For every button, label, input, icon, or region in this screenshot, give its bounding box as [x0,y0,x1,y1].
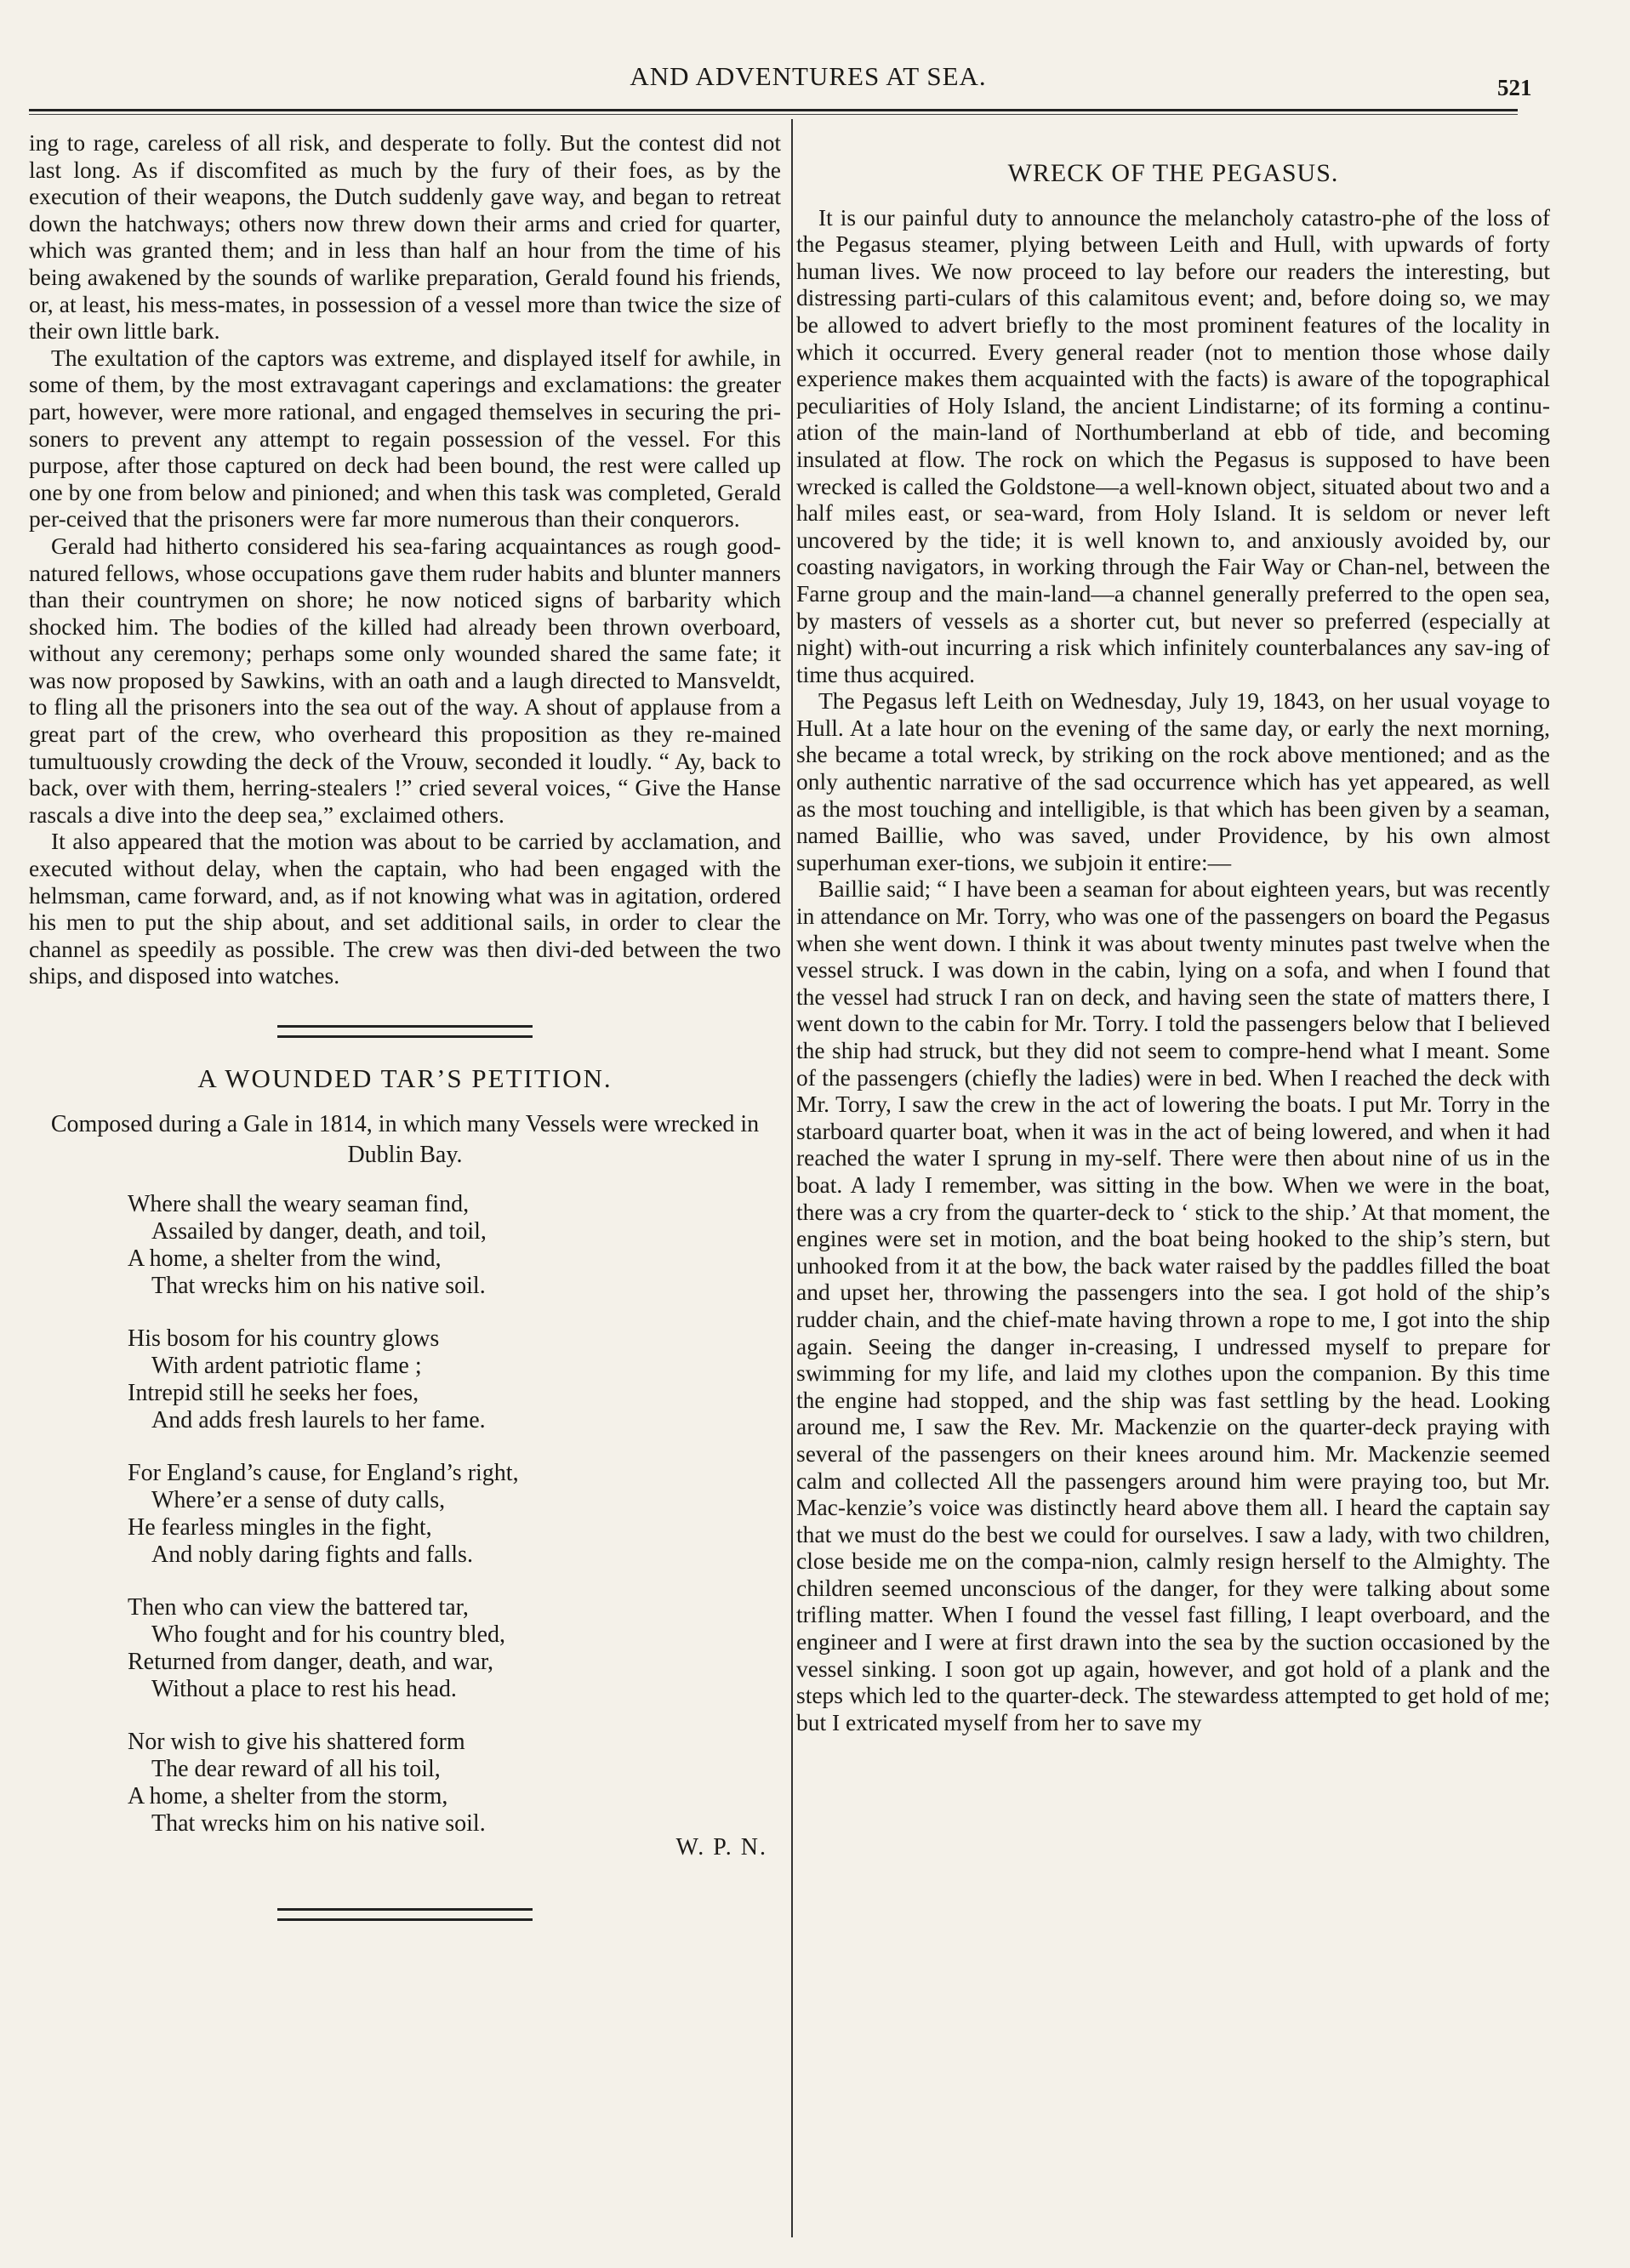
article-title: WRECK OF THE PEGASUS. [1007,159,1339,187]
poem-stanza [128,1191,781,1300]
poem-line: For England’s cause, for England’s right, [128,1459,519,1486]
article-paragraph: Baillie said; “ I have been a seaman for about eighteen years, but was recently in attendance on Mr. Torry, who was one of the passengers on board the Pegasus when she went down. I think it was about twenty minutes past twelve when the vessel struck. I was down in the cabin, lying on a sofa, and when I found that the vessel had struck I ran on deck, and having seen the state of matters there, I went down to the cabin for Mr. Torry. I told the passengers below that I believed the ship had struck, but they did not seem to compre-hend what I meant. Some of the passengers (chiefly the ladies) were in bed. When I reached the deck with Mr. Torry, I saw the crew in the act of lowering the boats. I put Mr. Torry in the starboard quarter boat, when it was in the act of being lowered, and when it had reached the water I sprung in my-self. There were then about nine of us in the boat. A lady I remember, was sitting in the bow. When we were in the boat, there was a cry from the quarter-deck to ‘ stick to the ship.’ At that moment, the engines were set in motion, and the boat being hooked to the ship’s stern, but unhooked from it at the bow, the back water raised by the paddles filled the boat and upset her, throwing the passengers into the sea. I got hold of the ship’s rudder chain, and the chief-mate having thrown a rope to me, I got into the ship again. Seeing the danger in-creasing, I undressed myself to prepare for swimming for my life, and laid my clothes upon the companion. By this time the engine had stopped, and the ship was fast settling by the head. Looking around me, I saw the Rev. Mr. Mackenzie on the quarter-deck praying with several of the passengers on their knees around him. Mr. Mackenzie seemed calm and collected All the passengers around him were praying too, but Mr. Mac-kenzie’s voice was distinctly heard above them all. I heard the captain say that we must do the best we could for ourselves. I saw a lady, with two children, close beside me on the compa-nion, calmly resign herself to the Almighty. The children seemed unconscious of the danger, for they were talking about some trifling matter. When I found the vessel fast filling, I leapt overboard, and the engineer and I were at first drawn into the sea by the suction occasioned by the vessel sinking. I soon got up again, however, and got hold of a plank and the steps which led to the quarter-deck. The stewardess attempted to get hold of me; but I extricated myself from her to save my [796,875,1550,1735]
poem-line: With ardent patriotic flame ; [151,1352,422,1379]
article-paragraph: It is our painful duty to announce the melancholy catastro-phe of the loss of the Pegasus steamer, plying between Leith and Hull, with upwards of forty human lives. We now proceed to lay before our readers the interesting, but distressing parti-culars of this calamitous event; and, before doing so, we may be allowed to advert briefly to the most prominent features of the locality in which it occurred. Every general reader (not to mention those whose daily experience makes them acquainted with the facts) is aware of the topographical peculiarities of Holy Island, the ancient Lindistarne; of its forming a continu-ation of the main-land of Northumberland at ebb of tide, and becoming insulated at flow. The rock on which the Pegasus is supposed to have been wrecked is called the Goldstone—a well-known object, situated about two and a half miles east, or sea-ward, from Holy Island. It is seldom or never left uncovered by the tide; it is well known to, and anxiously avoided by, our coasting navigators, in working through the Fair Way or Chan-nel, between the Farne group and the main-land—a channel generally preferred to the open sea, by masters of vessels as a shorter cut, but never so preferred (especially at night) with-out incurring a risk which infinitely counterbalances any sav-ing of time thus acquired. [796,203,1550,687]
poem-stanza [128,1325,781,1434]
poem-line: Nor wish to give his shattered form [128,1728,465,1755]
poem-line: Then who can view the battered tar, [128,1593,469,1621]
poem-subtitle: Composed during a Gale in 1814, in which many Vessels were wrecked in Dublin Bay. [50,1110,760,1168]
section-separator [277,1025,533,1038]
poem-stanza [128,1729,781,1838]
poem-line: Intrepid still he seeks her foes, [128,1379,419,1406]
poem-line: Assailed by danger, death, and toil, [151,1217,487,1245]
left-column [29,129,781,1921]
page-number: 521 [1497,75,1532,100]
poem-line: Where shall the weary seaman find, [128,1190,470,1217]
poem-line: The dear reward of all his toil, [151,1755,441,1782]
poem-line: Without a place to rest his head. [151,1675,457,1702]
poem-line: And adds fresh laurels to her fame. [151,1406,486,1433]
poem-line: A home, a shelter from the storm, [128,1782,448,1809]
poem-line: He fearless mingles in the fight, [128,1513,432,1541]
poem-line: A home, a shelter from the wind, [128,1245,442,1272]
right-column [796,129,1550,1735]
section-end-rule [277,1908,533,1921]
poem [128,1191,781,1838]
poem-stanza [128,1594,781,1703]
story-paragraph: The exultation of the captors was extreme, and displayed itself for awhile, in some of them, by the most extravagant caperings and exclamations: the greater part, however, were more rational, and engaged themselves in securing the pri-soners to prevent any attempt to regain possession of the vessel. For this purpose, after those captured on deck had been bound, the rest were called up one by one from below and pinioned; and when this task was completed, Gerald per-ceived that the prisoners were far more numerous than their conquerors. [29,344,781,533]
poem-line: That wrecks him on his native soil. [151,1809,486,1837]
column-divider [791,119,793,2237]
poem-line: And nobly daring fights and falls. [151,1541,473,1568]
running-head: AND ADVENTURES AT SEA. [630,61,987,91]
article-paragraph: The Pegasus left Leith on Wednesday, July 19, 1843, on her usual voyage to Hull. At a late hour on the evening of the same day, or early the next morning, she became a total wreck, by striking on the rock above mentioned; and as the only authentic narrative of the sad occurrence which has yet appeared, as well as the most touching and intelligible, is that which has been given by a seaman, named Baillie, who was saved, under Providence, by his own almost superhuman exer-tions, we subjoin it entire:— [796,687,1550,875]
poem-line: His bosom for his country glows [128,1325,440,1352]
poem-line: That wrecks him on his native soil. [151,1272,486,1299]
poem-title: A WOUNDED TAR’S PETITION. [197,1063,613,1093]
poem-line: Where’er a sense of duty calls, [151,1486,446,1513]
story-paragraph: Gerald had hitherto considered his sea-faring acquaintances as rough good-natured fellows, whose occupations gave them ruder habits and blunter manners than their countrymen on shore; he now noticed signs of barbarity which shocked him. The bodies of the killed had already been thrown overboard, without any ceremony; perhaps some only wounded shared the same fate; it was now proposed by Sawkins, with an oath and a laugh directed to Mansveldt, to fling all the prisoners into the sea out of the way. A shout of applause from a great part of the crew, who overheard this proposition as they re-mained tumultuously crowding the deck of the Vrouw, seconded it loudly. “ Ay, back to back, over with them, herring-stealers !” cried several voices, “ Give the Hanse rascals a dive into the deep sea,” exclaimed others. [29,532,781,828]
header-rule [29,109,1518,111]
story-paragraph: It also appeared that the motion was about to be carried by acclamation, and executed without delay, when the captain, who had been engaged with the helmsman, came forward, and, as if not knowing what was in agitation, ordered his men to put the ship about, and set additional sails, in order to clear the channel as speedily as possible. The crew was then divi-ded between the two ships, and disposed into watches. [29,828,781,989]
poem-line: Returned from danger, death, and war, [128,1648,494,1675]
header-rule-thin [29,114,1518,115]
poem-signature: W. P. N. [675,1833,767,1861]
poem-stanza [128,1460,781,1569]
poem-line: Who fought and for his country bled, [151,1621,506,1648]
story-paragraph: ing to rage, careless of all risk, and desperate to folly. But the contest did not last long. As if discomfited as much by the fury of their foes, as by the execution of their weapons, the Dutch suddenly gave way, and began to retreat down the hatchways; others now threw down their arms and cried for quarter, which was granted them; and in less than half an hour from the time of his being awakened by the sounds of warlike preparation, Gerald found his friends, or, at least, his mess-mates, in possession of a vessel more than twice the size of their own little bark. [29,129,781,345]
